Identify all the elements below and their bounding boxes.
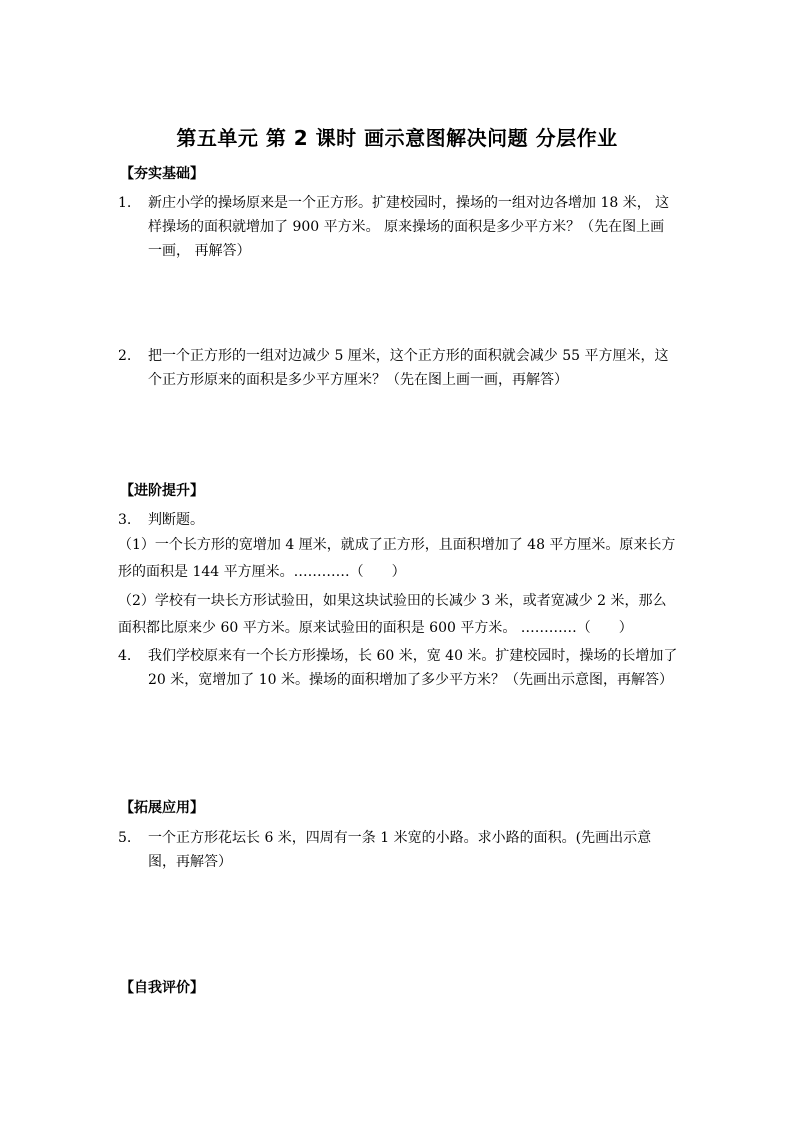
- section-extended-heading: 【拓展应用】: [120, 800, 204, 816]
- question-3-item-1: （1）一个长方形的宽增加 4 厘米，就成了正方形，且面积增加了 48 平方厘米。原来长方形的面积是 144 平方厘米。…………（ ）: [118, 537, 676, 580]
- question-4: [118, 644, 678, 692]
- question-3-item-2: （2）学校有一块长方形试验田，如果这块试验田的长减少 3 米，或者宽减少 2 米，那么面积都比原来少 60 平方米。原来试验田的面积是 600 平方米。 …………（ ）: [118, 593, 667, 636]
- question-4-text: 我们学校原来有一个长方形操场，长 60 米，宽 40 米。扩建校园时，操场的长增加了 20 米，宽增加了 10 米。操场的面积增加了多少平方米？（先画出示意图，再解答）: [148, 648, 678, 688]
- question-5-number: 5.: [118, 830, 132, 846]
- question-5-text: 一个正方形花坛长 6 米，四周有一条 1 米宽的小路。求小路的面积。(先画出示意图，再解答）: [148, 830, 652, 870]
- question-4-number: 4.: [118, 648, 132, 664]
- section-basic-heading: 【夯实基础】: [120, 166, 204, 182]
- question-1: [118, 191, 678, 263]
- section-self-eval-heading: 【自我评价】: [120, 980, 204, 996]
- question-3-number: 3.: [118, 512, 132, 528]
- question-2-number: 2.: [118, 348, 132, 364]
- question-1-text: 新庄小学的操场原来是一个正方形。扩建校园时，操场的一组对边各增加 18 米， 这样操场的面积就增加了 900 平方米。 原来操场的面积是多少平方米？（先在图上画一画， 再解答）: [148, 195, 670, 259]
- question-2: [118, 344, 678, 392]
- question-5: [118, 826, 678, 874]
- question-3-text: 判断题。: [148, 512, 204, 528]
- question-1-number: 1.: [118, 195, 132, 211]
- page-title: 第五单元 第 2 课时 画示意图解决问题 分层作业: [176, 126, 618, 150]
- section-advanced-heading: 【进阶提升】: [120, 483, 204, 499]
- question-2-text: 把一个正方形的一组对边减少 5 厘米，这个正方形的面积就会减少 55 平方厘米，这个正方形原来的面积是多少平方厘米？（先在图上画一画，再解答）: [148, 348, 669, 388]
- question-3: [118, 508, 678, 532]
